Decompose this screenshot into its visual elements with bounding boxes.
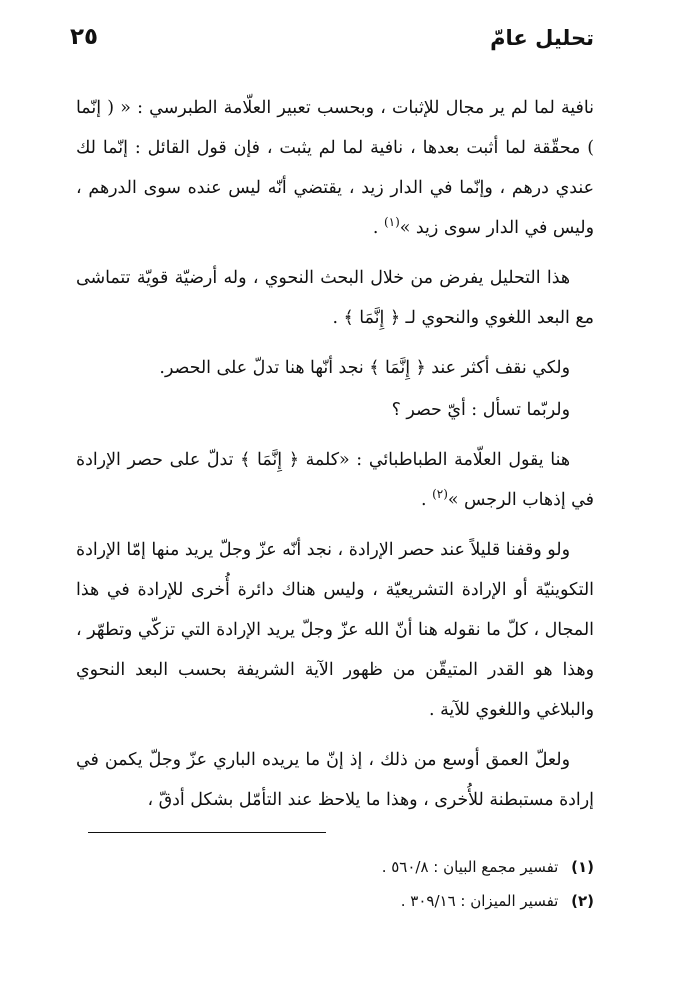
footnote-2-number: (٢) [571, 892, 594, 910]
paragraph-1-tail: . [372, 218, 384, 238]
body-text [76, 88, 594, 830]
footnote-ref-2: (٢) [432, 487, 448, 502]
paragraph-4-text: ولربّما تسأل : أيّ حصر ؟ [391, 400, 570, 420]
paragraph-5 [76, 440, 594, 520]
footnote-divider [88, 832, 326, 833]
paragraph-7 [76, 740, 594, 820]
paragraph-3 [76, 348, 594, 388]
paragraph-1 [76, 88, 594, 248]
footnote-1-text: تفسير مجمع البيان : ٥٦٠/٨ . [381, 858, 559, 876]
paragraph-6 [76, 530, 594, 730]
footnotes [76, 850, 594, 918]
footnote-1-number: (١) [571, 858, 594, 876]
paragraph-5-text: هنا يقول العلّامة الطباطبائي : «كلمة ﴿ إِنَّمَا ﴾ تدلّ على حصر الإرادة في إذهاب الرجس » [76, 450, 594, 510]
paragraph-7-text: ولعلّ العمق أوسع من ذلك ، إذ إنّ ما يريده الباري عزّ وجلّ يكمن في إرادة مستبطنة للأُخرى ، وهذا ما يلاحظ عند التأمّل بشكل أدقّ ، [76, 750, 594, 810]
paragraph-5-tail: . [421, 490, 433, 510]
page-header [70, 26, 594, 70]
paragraph-6-text: ولو وقفنا قليلاً عند حصر الإرادة ، نجد أنّه عزّ وجلّ يريد منها إمّا الإرادة التكوينيّة أو الإرادة التشريعيّة ، وليس هناك دائرة أُخرى للإرادة في هذا المجال ، كلّ ما نقوله هنا أنّ الله عزّ وجلّ يريد الإرادة التي تزكّي وتطهّر ، وهذا هو القدر المتيقّن من ظهور الآية الشريفة بحسب البعد النحوي والبلاغي واللغوي للآية . [76, 540, 594, 720]
footnote-2 [76, 884, 594, 918]
paragraph-3-text: ولكي نقف أكثر عند ﴿ إِنَّمَا ﴾ نجد أنّها هنا تدلّ على الحصر. [159, 358, 570, 378]
running-title: تحليل عامّ [490, 26, 594, 50]
paragraph-1-text: نافية لما لم ير مجال للإثبات ، وبحسب تعبير العلّامة الطبرسي : « ( إنّما ) محقّقة لما أثبت بعدها ، نافية لما لم يثبت ، فإن قول القائل : إنّما لك عندي درهم ، وإنّما في الدار زيد ، يقتضي أنّه ليس عنده سوى الدرهم ، وليس في الدار سوى زيد » [76, 98, 594, 238]
page-number: ٢٥ [70, 24, 99, 50]
paragraph-4 [76, 390, 594, 430]
footnote-1 [76, 850, 594, 884]
paragraph-2-text: هذا التحليل يفرض من خلال البحث النحوي ، وله أرضيّة قويّة تتماشى مع البعد اللغوي والنحوي لـ ﴿ إِنَّمَا ﴾ . [76, 268, 594, 328]
footnote-ref-1: (١) [383, 215, 400, 230]
footnote-2-text: تفسير الميزان : ٣٠٩/١٦ . [400, 892, 559, 910]
paragraph-2 [76, 258, 594, 338]
